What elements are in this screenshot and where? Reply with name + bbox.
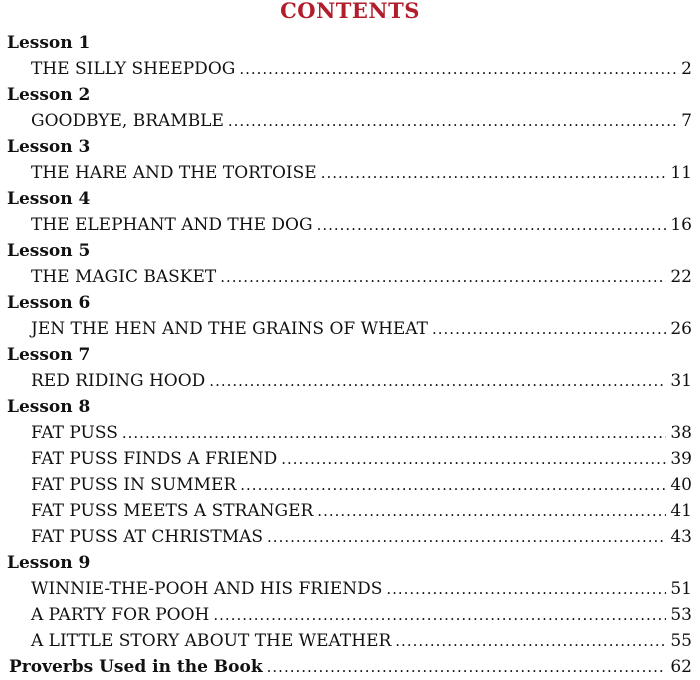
entry-title: THE MAGIC BASKET [31, 267, 217, 287]
entry-title: FAT PUSS MEETS A STRANGER [31, 501, 314, 521]
entry-title: RED RIDING HOOD [31, 371, 206, 391]
dot-leader [213, 602, 666, 628]
entry-page-number: 22 [670, 267, 692, 287]
toc-entry[interactable] [0, 420, 700, 446]
dot-leader [267, 654, 667, 680]
entry-page-number: 26 [670, 319, 692, 339]
lesson-label: Lesson 5 [7, 241, 91, 261]
toc-entry[interactable] [0, 56, 700, 82]
entry-page-number: 7 [681, 111, 692, 131]
toc-entry[interactable] [0, 524, 700, 550]
lesson-heading [0, 238, 700, 264]
lesson-label: Lesson 3 [7, 137, 91, 157]
entry-title: WINNIE-THE-POOH AND HIS FRIENDS [31, 579, 383, 599]
entry-title: FAT PUSS IN SUMMER [31, 475, 237, 495]
entry-page-number: 51 [670, 579, 692, 599]
dot-leader [220, 264, 666, 290]
toc-entry[interactable] [0, 602, 700, 628]
dot-leader [317, 212, 667, 238]
entry-title: FAT PUSS [31, 423, 118, 443]
entry-title: THE ELEPHANT AND THE DOG [31, 215, 313, 235]
entry-page-number: 55 [670, 631, 692, 651]
lesson-heading [0, 82, 700, 108]
entry-page-number: 40 [670, 475, 692, 495]
dot-leader [321, 160, 667, 186]
entry-title: GOODBYE, BRAMBLE [31, 111, 224, 131]
entry-page-number: 31 [670, 371, 692, 391]
entry-title: FAT PUSS AT CHRISTMAS [31, 527, 264, 547]
lesson-heading [0, 342, 700, 368]
entry-title: Proverbs Used in the Book [9, 657, 263, 677]
lesson-label: Lesson 8 [7, 397, 91, 417]
entry-title: THE HARE AND THE TORTOISE [31, 163, 317, 183]
lesson-label: Lesson 4 [7, 189, 91, 209]
entry-title: JEN THE HEN AND THE GRAINS OF WHEAT [31, 319, 428, 339]
lesson-heading [0, 394, 700, 420]
lesson-label: Lesson 1 [7, 33, 91, 53]
dot-leader [281, 446, 666, 472]
lesson-label: Lesson 6 [7, 293, 91, 313]
dot-leader [317, 498, 666, 524]
lesson-heading [0, 134, 700, 160]
page-title: CONTENTS [280, 0, 420, 23]
entry-page-number: 41 [670, 501, 692, 521]
entry-title: THE SILLY SHEEPDOG [31, 59, 236, 79]
entry-page-number: 16 [670, 215, 692, 235]
entry-page-number: 43 [670, 527, 692, 547]
lesson-heading [0, 30, 700, 56]
entry-page-number: 39 [670, 449, 692, 469]
entry-page-number: 11 [670, 163, 692, 183]
toc-entry[interactable] [0, 498, 700, 524]
entry-title: A PARTY FOR POOH [31, 605, 210, 625]
lesson-heading [0, 186, 700, 212]
lesson-heading [0, 290, 700, 316]
dot-leader [386, 576, 666, 602]
entry-page-number: 62 [670, 657, 692, 677]
lesson-label: Lesson 7 [7, 345, 91, 365]
dot-leader [240, 472, 666, 498]
toc-entry[interactable] [0, 446, 700, 472]
toc-entry[interactable] [0, 160, 700, 186]
toc-entry-proverbs[interactable] [0, 654, 700, 680]
toc-entry[interactable] [0, 264, 700, 290]
dot-leader [209, 368, 666, 394]
entry-page-number: 2 [681, 59, 692, 79]
lesson-heading [0, 550, 700, 576]
dot-leader [228, 108, 677, 134]
dot-leader [267, 524, 666, 550]
dot-leader [122, 420, 666, 446]
toc-entry[interactable] [0, 628, 700, 654]
toc-entry[interactable] [0, 316, 700, 342]
toc-entry[interactable] [0, 108, 700, 134]
entry-page-number: 38 [670, 423, 692, 443]
dot-leader [239, 56, 677, 82]
toc-entry[interactable] [0, 368, 700, 394]
toc-entry[interactable] [0, 212, 700, 238]
lesson-label: Lesson 9 [7, 553, 91, 573]
lesson-label: Lesson 2 [7, 85, 91, 105]
entry-title: FAT PUSS FINDS A FRIEND [31, 449, 278, 469]
toc-entry[interactable] [0, 472, 700, 498]
toc-entry[interactable] [0, 576, 700, 602]
entry-title: A LITTLE STORY ABOUT THE WEATHER [31, 631, 392, 651]
dot-leader [432, 316, 666, 342]
dot-leader [395, 628, 666, 654]
entry-page-number: 53 [670, 605, 692, 625]
